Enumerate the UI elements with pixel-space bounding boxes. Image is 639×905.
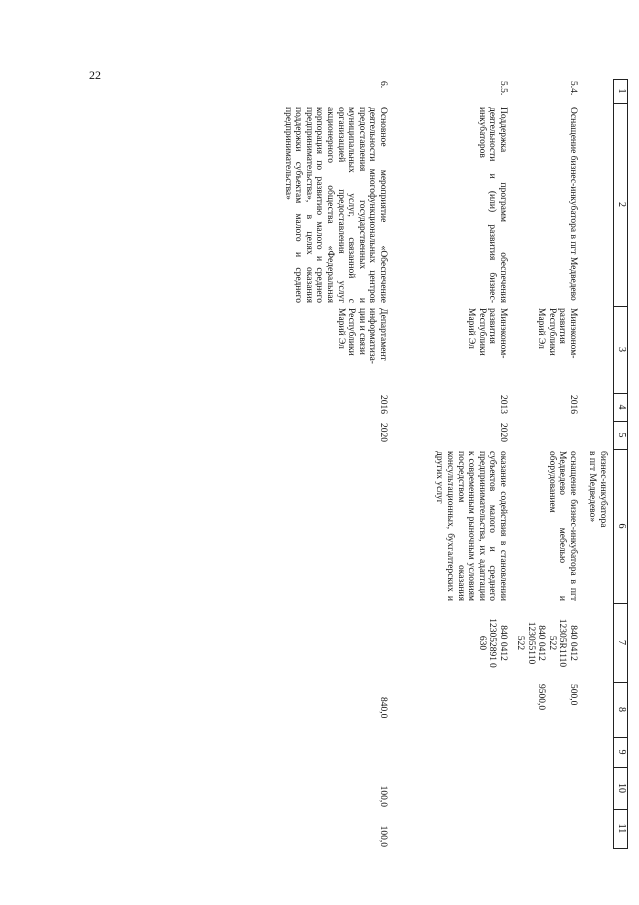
row-5-4-executor: Минэконом- развития Республики Марий Эл (536, 308, 578, 359)
row-5-5-number: 5.5. (498, 81, 508, 96)
column-header-3: 3 (616, 347, 627, 352)
column-header-1: 1 (616, 88, 627, 94)
row-5-5-result: оказание содействия в становлении субъектов малого и среднего предпринимательства, их адаптации к современным рыночным условиям посредством оказания консультационных, бухгалтерских и других услуг (434, 451, 508, 601)
row-6-number: 6. (378, 81, 388, 89)
row-6-start-year: 2016 (378, 395, 388, 414)
row-5-4-start-year: 2016 (568, 395, 578, 414)
row-6-amount: 840,0 (378, 697, 388, 719)
row-6-name: Основное мероприятие «Обеспечение деятельности многофункциональных центров предоставления государственных и муниципальных услуг, связанной с организацией предоставления услуг акционерного общества «Федеральная корпорация по развитию малого и среднего предпринимательства», в целях оказания поддержки субъектам малого и среднего предпринимательства» (282, 107, 388, 303)
row-5-5-budget-code: 840 0412 123052891 0 630 (476, 618, 508, 668)
row-5-5-name: Поддержка программ обеспечения деятельности и (или) развития бизнес-инкубаторов (476, 107, 508, 303)
row-5-5-end-year: 2020 (498, 423, 508, 442)
row-5-5-executor: Минэконом- развития Республики Марий Эл (466, 308, 508, 359)
rotated-table (108, 79, 628, 849)
column-header-5: 5 (616, 432, 627, 438)
page-number: 22 (89, 68, 101, 82)
row-5-5-start-year: 2013 (498, 395, 508, 414)
header-divider (613, 848, 628, 849)
row-5-4-name: Оснащение бизнес-инкубатора в пгт Медведево (568, 107, 578, 301)
row-5-4-number: 5.4. (568, 81, 578, 96)
row-5-4-result: оснащение бизнес-инкубатора в пгт Медведево мебелью и оборудованием (546, 451, 578, 601)
row-continuation-col6: бизнес-инкубатора в пгт Медведево» (587, 451, 608, 528)
column-header-10: 10 (616, 783, 627, 793)
column-header-7: 7 (616, 640, 627, 645)
column-header-6: 6 (616, 523, 627, 529)
column-header-11: 11 (616, 823, 627, 834)
row-5-4-budget-code: 840 0412 12305R1110 522 840 0412 123055110 522 (515, 618, 578, 668)
row-5-4-amount: 500,0 9500,0 (536, 684, 578, 711)
column-header-2: 2 (616, 202, 627, 207)
column-header-4: 4 (616, 404, 627, 410)
row-6-end-year: 2020 (378, 423, 388, 442)
column-header-8: 8 (616, 707, 627, 712)
row-6-col11-value: 100,0 (378, 825, 388, 847)
row-6-executor: Департамент информатиза- ции и связи Республики Марий Эл (335, 308, 388, 364)
column-header-9: 9 (616, 749, 627, 755)
row-6-col10-value: 100,0 (378, 785, 388, 807)
